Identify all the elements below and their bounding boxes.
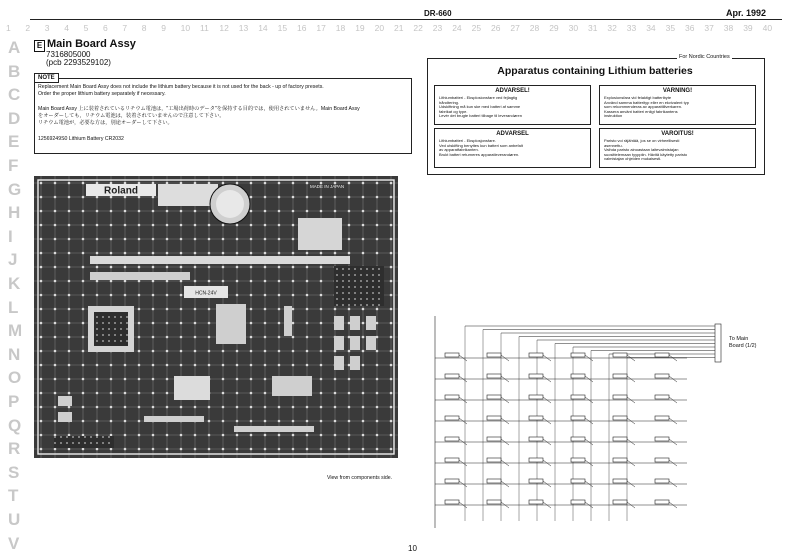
schematic-switch bbox=[571, 395, 585, 399]
schematic-switch bbox=[529, 395, 543, 399]
schematic-switch bbox=[571, 437, 585, 441]
schematic-switch bbox=[487, 479, 501, 483]
grid-column-number: 22 bbox=[413, 23, 423, 33]
grid-row-letter: D bbox=[8, 108, 21, 128]
grid-column-number: 30 bbox=[568, 23, 579, 33]
schematic-switch bbox=[613, 416, 627, 420]
grid-row-letter: L bbox=[8, 297, 19, 317]
note-line-4: をオーダーしても，リチウム電池は，装着されていませんので注意して下さい。 bbox=[38, 113, 225, 119]
grid-row-letter: F bbox=[8, 156, 19, 175]
grid-column-number: 29 bbox=[549, 23, 559, 33]
document-date: Apr. 1992 bbox=[726, 8, 767, 18]
grid-column-number: 27 bbox=[510, 23, 520, 33]
pcb-drawing bbox=[34, 176, 398, 458]
pcb-number: (pcb 2293529102) bbox=[46, 58, 111, 67]
warning-box-danish bbox=[434, 85, 591, 125]
note-label: NOTE bbox=[34, 73, 59, 83]
schematic-switch bbox=[445, 353, 459, 357]
grid-column-number: 13 bbox=[238, 23, 249, 33]
grid-row-letter: P bbox=[8, 392, 20, 411]
grid-column-number: 23 bbox=[432, 23, 443, 33]
grid-row-letter: V bbox=[8, 533, 20, 553]
schematic-switch bbox=[613, 353, 627, 357]
section-tag: E bbox=[34, 40, 45, 52]
grid-column-number: 15 bbox=[277, 23, 288, 33]
warning-box-norwegian bbox=[434, 128, 591, 168]
pcb-caption: View from components side. bbox=[327, 475, 393, 481]
grid-column-number: 6 bbox=[103, 23, 108, 33]
grid-column-number: 20 bbox=[374, 23, 385, 33]
schematic-switch bbox=[613, 395, 627, 399]
schematic-switch bbox=[571, 416, 585, 420]
grid-column-number: 34 bbox=[646, 23, 656, 33]
grid-column-number: 14 bbox=[258, 23, 268, 33]
schematic-switch bbox=[529, 479, 543, 483]
schematic-switch bbox=[655, 416, 669, 420]
schematic-switch bbox=[445, 416, 459, 420]
grid-column-number: 32 bbox=[607, 23, 617, 33]
note-line-5: リチウム電池が，必要な方は，別途オーダーして下さい。 bbox=[38, 120, 173, 126]
grid-column-number: 1 bbox=[6, 23, 11, 33]
to-main-line-1: To Main bbox=[729, 336, 749, 342]
grid-column-number: 9 bbox=[161, 23, 166, 33]
warning-heading: ADVARSEL bbox=[496, 131, 529, 137]
schematic-switch bbox=[571, 500, 585, 504]
schematic-switch bbox=[655, 500, 669, 504]
note-line-1: Replacement Main Board Assy does not include the lithium battery because it is not used for the back - up of factory presets. bbox=[38, 84, 324, 90]
grid-row-letter: Q bbox=[8, 415, 22, 435]
note-line-6: 12569249S0 Lithium Battery CR2032 bbox=[38, 136, 124, 142]
grid-row-letter: U bbox=[8, 510, 21, 529]
grid-column-number: 4 bbox=[64, 23, 69, 33]
schematic-switch bbox=[445, 395, 459, 399]
grid-column-numbers bbox=[6, 23, 786, 35]
schematic-switch bbox=[487, 416, 501, 420]
grid-column-number: 35 bbox=[665, 23, 676, 33]
grid-column-number: 39 bbox=[743, 23, 753, 33]
schematic-switch bbox=[445, 458, 459, 462]
warning-heading: VARNING! bbox=[662, 88, 693, 94]
warning-heading: ADVARSEL! bbox=[495, 88, 530, 94]
grid-column-number: 37 bbox=[704, 23, 714, 33]
schematic-switch bbox=[487, 353, 501, 357]
grid-column-number: 21 bbox=[394, 23, 404, 33]
grid-row-letter: H bbox=[8, 203, 21, 223]
nordic-label: For Nordic Countries bbox=[679, 54, 730, 60]
grid-column-number: 2 bbox=[25, 23, 31, 33]
switch-matrix-schematic bbox=[425, 296, 725, 534]
grid-column-number: 31 bbox=[588, 23, 598, 33]
grid-row-letter: R bbox=[8, 439, 21, 459]
grid-row-letter: S bbox=[8, 462, 20, 482]
pcb-layout-image bbox=[34, 176, 398, 458]
grid-column-number: 40 bbox=[762, 23, 773, 33]
schematic-switch bbox=[529, 374, 543, 378]
document-model: DR-660 bbox=[424, 9, 452, 18]
grid-column-number: 19 bbox=[355, 23, 365, 33]
pcb-brand: Roland bbox=[104, 185, 138, 197]
grid-column-number: 11 bbox=[200, 23, 209, 33]
grid-row-letter: O bbox=[8, 368, 22, 388]
schematic-switch bbox=[571, 458, 585, 462]
grid-row-letter: T bbox=[8, 486, 19, 506]
schematic-switch bbox=[529, 500, 543, 504]
note-line-2: Order the proper lithium battery separately if necessary. bbox=[38, 91, 166, 97]
grid-column-number: 7 bbox=[122, 23, 128, 33]
grid-column-number: 3 bbox=[44, 23, 50, 33]
schematic-switch bbox=[529, 437, 543, 441]
grid-column-number: 10 bbox=[180, 23, 191, 33]
grid-column-number: 38 bbox=[723, 23, 734, 33]
schematic-switch bbox=[571, 374, 585, 378]
grid-column-number: 8 bbox=[141, 23, 147, 33]
schematic-switch bbox=[529, 416, 543, 420]
grid-row-letter: K bbox=[8, 274, 21, 293]
schematic-switch bbox=[445, 374, 459, 378]
schematic-switch bbox=[571, 353, 585, 357]
schematic-switch bbox=[445, 479, 459, 483]
warning-body: Lithiumbatteri - Eksplosionsfare ved fejlagtig håndtering. Udskiftning må kun ske med batteri af samme fabrikat og type. Levér det brugte batteri tilbage til leverandøren bbox=[439, 95, 522, 119]
grid-column-number: 36 bbox=[685, 23, 695, 33]
grid-row-letter: J bbox=[8, 250, 18, 270]
schematic-switch bbox=[655, 479, 669, 483]
schematic-switch bbox=[655, 458, 669, 462]
schematic-switch bbox=[487, 500, 501, 504]
header-rule bbox=[30, 19, 782, 20]
to-main-line-2: Board (1/2) bbox=[729, 343, 757, 349]
grid-row-letter: C bbox=[8, 85, 21, 105]
schematic-switch bbox=[613, 479, 627, 483]
grid-column-number: 16 bbox=[297, 23, 307, 33]
schematic-switch bbox=[487, 458, 501, 462]
grid-column-number: 24 bbox=[452, 23, 462, 33]
grid-column-number: 33 bbox=[626, 23, 637, 33]
to-main-board-label bbox=[729, 336, 757, 350]
note-box bbox=[34, 78, 412, 154]
schematic-switch bbox=[715, 324, 721, 362]
schematic-switch bbox=[613, 374, 627, 378]
section-title: Main Board Assy bbox=[47, 38, 136, 50]
grid-column-number: 17 bbox=[316, 23, 326, 33]
page-number: 10 bbox=[408, 544, 417, 553]
schematic-switch bbox=[445, 500, 459, 504]
warning-body: Paristo voi räjähtää, jos se on virheellisesti asennettu. Vaihda paristo ainoastaan laitevalmistajan suosittelemaan tyyppiin. Hävitä käytetty paristo valmistajan ohjeiden mukaisesti. bbox=[604, 138, 688, 162]
grid-row-letters bbox=[0, 0, 30, 560]
schematic-switch bbox=[613, 437, 627, 441]
grid-row-letter: B bbox=[8, 61, 21, 81]
schematic-switch bbox=[571, 479, 585, 483]
nordic-title: Apparatus containing Lithium batteries bbox=[497, 65, 693, 77]
schematic-switch bbox=[655, 437, 669, 441]
grid-row-letter: N bbox=[8, 344, 21, 364]
schematic-switch bbox=[487, 437, 501, 441]
grid-column-number: 12 bbox=[219, 23, 229, 33]
schematic-drawing bbox=[425, 296, 725, 534]
schematic-switch bbox=[655, 353, 669, 357]
schematic-switch bbox=[655, 374, 669, 378]
warning-heading: VAROITUS! bbox=[661, 131, 694, 137]
pcb-chip-label: HCN-24V bbox=[195, 290, 217, 297]
grid-column-number: 18 bbox=[335, 23, 346, 33]
schematic-switch bbox=[613, 500, 627, 504]
grid-column-number: 25 bbox=[471, 23, 482, 33]
grid-column-number: 26 bbox=[491, 23, 501, 33]
warning-body: Explosionsfara vid felaktigt batteribyte Använd samma batterityp eller en ekvivalent typ som rekommenderas av apparattillverkaren. Kassera använt batteri enligt fabrikantens instruktion bbox=[604, 95, 689, 119]
schematic-switch bbox=[655, 395, 669, 399]
schematic-switch bbox=[613, 458, 627, 462]
schematic-switch bbox=[529, 353, 543, 357]
grid-row-letter: I bbox=[8, 226, 13, 246]
part-number: 7316805000 bbox=[46, 50, 91, 59]
schematic-switch bbox=[529, 458, 543, 462]
pcb-made-in: MADE IN JAPAN bbox=[310, 184, 345, 189]
grid-column-number: 28 bbox=[529, 23, 540, 33]
grid-row-letter: A bbox=[8, 38, 21, 57]
grid-row-letter: G bbox=[8, 179, 22, 199]
warning-box-finnish bbox=[599, 128, 756, 168]
schematic-switch bbox=[445, 437, 459, 441]
schematic-switch bbox=[487, 374, 501, 378]
warning-box-swedish bbox=[599, 85, 756, 125]
schematic-switch bbox=[487, 395, 501, 399]
grid-column-number: 5 bbox=[83, 23, 89, 33]
grid-row-letter: M bbox=[8, 321, 23, 341]
note-line-3: Main Board Assy 上に装着されているリチウム電池は，"工場出荷時のデータ"を保持する目的では，使用されていません。Main Board Assy bbox=[38, 106, 360, 112]
warning-body: Lithiumbatteri - Eksplosjonsfare. Ved utskifting benyttes kun batteri som anbefalt av apparatfabrikanten. Brukt batteri returneres apparatleverandøren. bbox=[439, 138, 523, 157]
grid-row-letter: E bbox=[8, 132, 20, 152]
